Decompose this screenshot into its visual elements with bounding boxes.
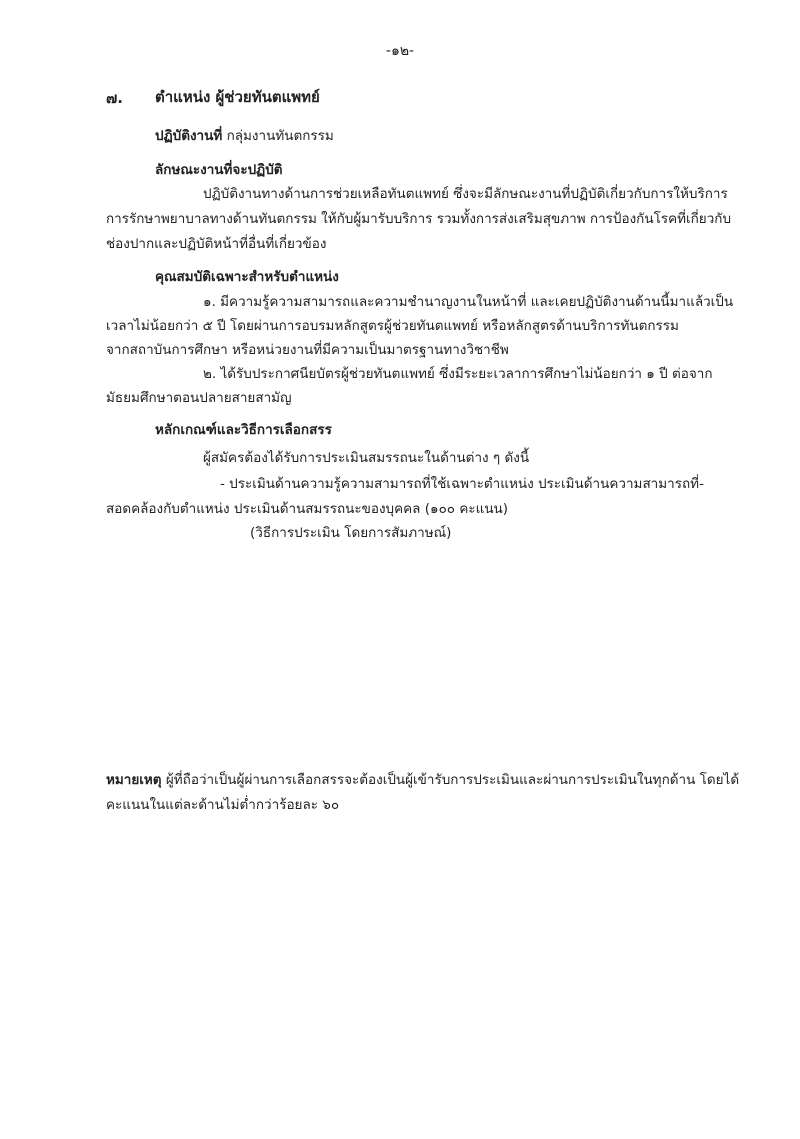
workplace-row [155,124,334,146]
selection-heading: หลักเกณฑ์และวิธีการเลือกสรร [155,422,332,438]
duties-heading: ลักษณะงานที่จะปฏิบัติ [155,162,283,178]
qualifications-line-2: เวลาไม่น้อยกว่า ๕ ปี โดยผ่านการอบรมหลักสูตรผู้ช่วยทันตแพทย์ หรือหลักสูตรด้านบริการทันตกรรม [106,318,679,334]
qualifications-line-4: ๒. ได้รับประกาศนียบัตรผู้ช่วยทันตแพทย์ ซึ่งมีระยะเวลาการศึกษาไม่น้อยกว่า ๑ ปี ต่อจาก [203,366,713,382]
page-number: -๑๒- [385,43,415,59]
qualifications-heading: คุณสมบัติเฉพาะสำหรับตำแหน่ง [155,269,339,285]
note-label: หมายเหตุ [106,772,162,788]
note-text-2: คะแนนในแต่ละด้านไม่ต่ำกว่าร้อยละ ๖๐ [106,797,340,813]
position-number: ๗. [106,89,123,107]
selection-line-4: (วิธีการประเมิน โดยการสัมภาษณ์) [250,525,452,541]
qualifications-line-1: ๑. มีความรู้ความสามารถและความชำนาญงานในหน้าที่ และเคยปฏิบัติงานด้านนี้มาแล้วเป็น [203,294,734,310]
workplace-value: กลุ่มงานทันตกรรม [226,128,334,144]
workplace-label: ปฏิบัติงานที่ [155,128,223,144]
position-title: ตำแหน่ง ผู้ช่วยทันตแพทย์ [155,88,320,106]
qualifications-line-3: จากสถาบันการศึกษา หรือหน่วยงานที่มีความเป็นมาตรฐานทางวิชาชีพ [106,342,509,358]
selection-line-2: - ประเมินด้านความรู้ความสามารถที่ใช้เฉพาะตำแหน่ง ประเมินด้านความสามารถที่- [220,476,704,492]
selection-line-3: สอดคล้องกับตำแหน่ง ประเมินด้านสมรรถนะของบุคคล (๑๐๐ คะแนน) [106,501,509,517]
duties-line-1: ปฏิบัติงานทางด้านการช่วยเหลือทันตแพทย์ ซึ่งจะมีลักษณะงานที่ปฏิบัติเกี่ยวกับการให้บริการ [203,186,728,202]
qualifications-line-5: มัธยมศึกษาตอนปลายสายสามัญ [106,390,292,406]
selection-line-1: ผู้สมัครต้องได้รับการประเมินสมรรถนะในด้านต่าง ๆ ดังนี้ [203,450,530,466]
duties-line-2: การรักษาพยาบาลทางด้านทันตกรรม ให้กับผู้มารับบริการ รวมทั้งการส่งเสริมสุขภาพ การป้องกันโรคที่เกี่ยวกับ [106,211,732,227]
duties-line-3: ช่องปากและปฏิบัติหน้าที่อื่นที่เกี่ยวข้อง [106,236,327,252]
note-row-1 [106,768,739,790]
note-text-1: ผู้ที่ถือว่าเป็นผู้ผ่านการเลือกสรรจะต้องเป็นผู้เข้ารับการประเมินและผ่านการประเมินในทุกด้าน โดยได้ [165,772,740,788]
